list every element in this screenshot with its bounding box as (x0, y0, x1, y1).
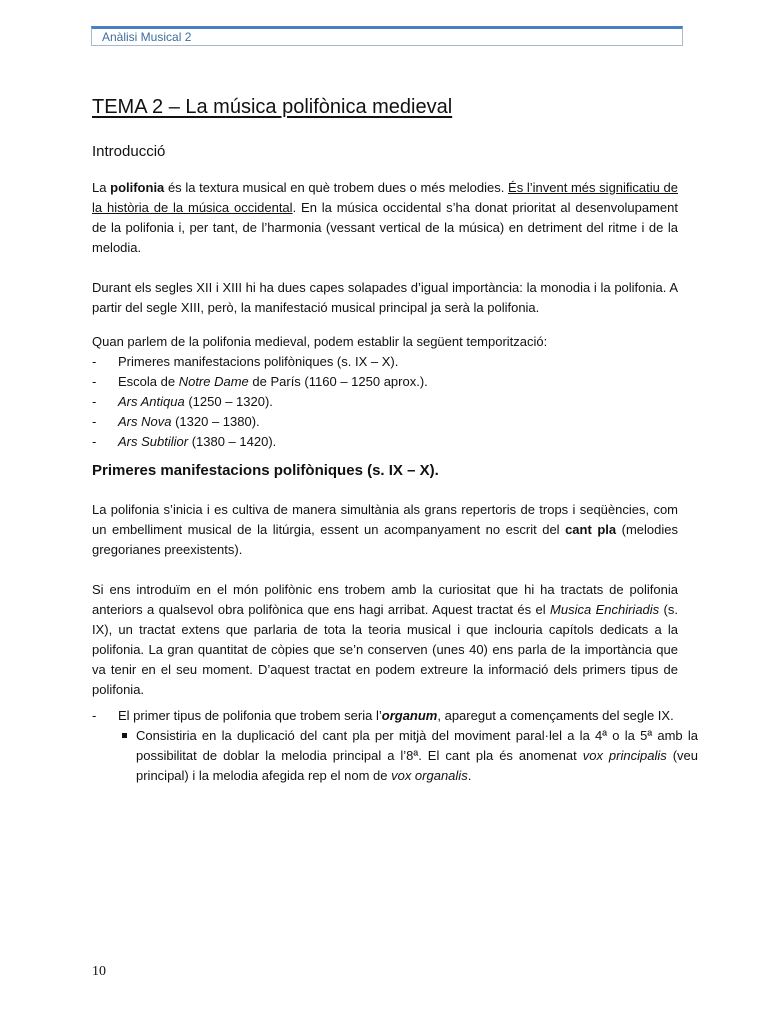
list-item (92, 412, 678, 432)
dash-marker: - (92, 434, 97, 449)
paragraph-treatises (92, 580, 678, 700)
dash-marker: - (92, 354, 97, 369)
text: (melodies gregorianes preexistents). (92, 522, 678, 557)
text: Si ens introduïm en el món polifònic ens trobem amb la curiositat que hi ha tractats de polifonia anteriors a qualsevol obra polifònica que ens hagi arribat. Aquest tractat és el (92, 582, 678, 617)
list-item (92, 706, 698, 726)
bold-italic-term: organum (381, 708, 438, 723)
dash-marker: - (92, 394, 97, 409)
text: Escola de (118, 374, 179, 389)
timeline-list (92, 352, 678, 452)
text: Consistiria en la duplicació del cant pla per mitjà del moviment paral·lel a la 4ª o la 5ª amb la possibilitat de doblar la melodia principal a l’8ª. El cant pla és anomenat (136, 728, 698, 763)
text: (1380 – 1420). (188, 434, 277, 449)
dash-marker: - (92, 374, 97, 389)
text: és la textura musical en què trobem dues o més melodies. (164, 180, 509, 195)
list-item (92, 352, 678, 372)
bold-term: cant pla (565, 522, 617, 537)
italic-text: vox principalis (582, 748, 667, 763)
text: de París (1160 – 1250 aprox.). (248, 374, 428, 389)
list-item (92, 372, 678, 392)
text: El primer tipus de polifonia que trobem seria l’ (118, 708, 382, 723)
bold-term: polifonia (110, 180, 165, 195)
italic-text: Ars Antiqua (118, 394, 185, 409)
dash-marker: - (92, 414, 97, 429)
paragraph-centuries: Durant els segles XII i XIII hi ha dues capes solapades d’igual importància: la monodia i la polifonia. A partir del segle XIII, però, la manifestació musical principal ja serà la polifonia. (92, 280, 678, 315)
text: Primeres manifestacions polifòniques (s. IX – X). (118, 354, 399, 369)
sub-list-item (92, 726, 698, 786)
section-heading: Primeres manifestacions polifòniques (s. IX – X). (92, 462, 439, 479)
italic-text: Ars Subtilior (118, 434, 189, 449)
text: La (92, 180, 111, 195)
dash-marker: - (92, 708, 97, 723)
square-bullet-icon (122, 733, 127, 738)
italic-text: Musica Enchiriadis (550, 602, 660, 617)
text: (1320 – 1380). (171, 414, 260, 429)
text: (s. IX), un tractat extens que parlaria de tota la teoria musical i que inclouria capítols dedicats a la polifonia. La gran quantitat de còpies que se’n conserven (unes 40) ens parla de la importància que va tenir en el seu moment. D’aquest tractat en podem extreure la informació dels primers tipus de polifonia. (92, 602, 678, 697)
list-item (92, 432, 678, 452)
text: . (467, 768, 472, 783)
italic-text: Notre Dame (178, 374, 249, 389)
organum-list (92, 706, 698, 786)
text: (veu principal) i la melodia afegida rep el nom de (136, 748, 698, 783)
text: (1250 – 1320). (184, 394, 273, 409)
text: La polifonia s’inicia i es cultiva de manera simultània als grans repertoris de trops i seqüències, com un embelliment musical de la litúrgia, essent un acompanyament no escrit del (92, 502, 678, 537)
paragraph-origins (92, 500, 678, 560)
page-number: 10 (92, 964, 106, 979)
intro-heading: Introducció (92, 143, 166, 160)
text: . En la música occidental s’ha donat prioritat al desenvolupament de la polifonia i, per tant, de l’harmonia (vessant vertical de la música) en detriment del ritme i de la melodia. (92, 200, 678, 255)
italic-text: vox organalis (391, 768, 468, 783)
running-header (91, 26, 683, 46)
text: , aparegut a començaments del segle IX. (437, 708, 674, 723)
underlined-text: És l’invent més significatiu de la història de la música occidental (92, 180, 678, 215)
paragraph-intro (92, 178, 678, 258)
italic-text: Ars Nova (118, 414, 172, 429)
list-item (92, 392, 678, 412)
header-title: Anàlisi Musical 2 (102, 30, 192, 44)
page-title: TEMA 2 – La música polifònica medieval (92, 96, 453, 118)
paragraph-timeline-intro: Quan parlem de la polifonia medieval, podem establir la següent temporització: (92, 334, 548, 349)
